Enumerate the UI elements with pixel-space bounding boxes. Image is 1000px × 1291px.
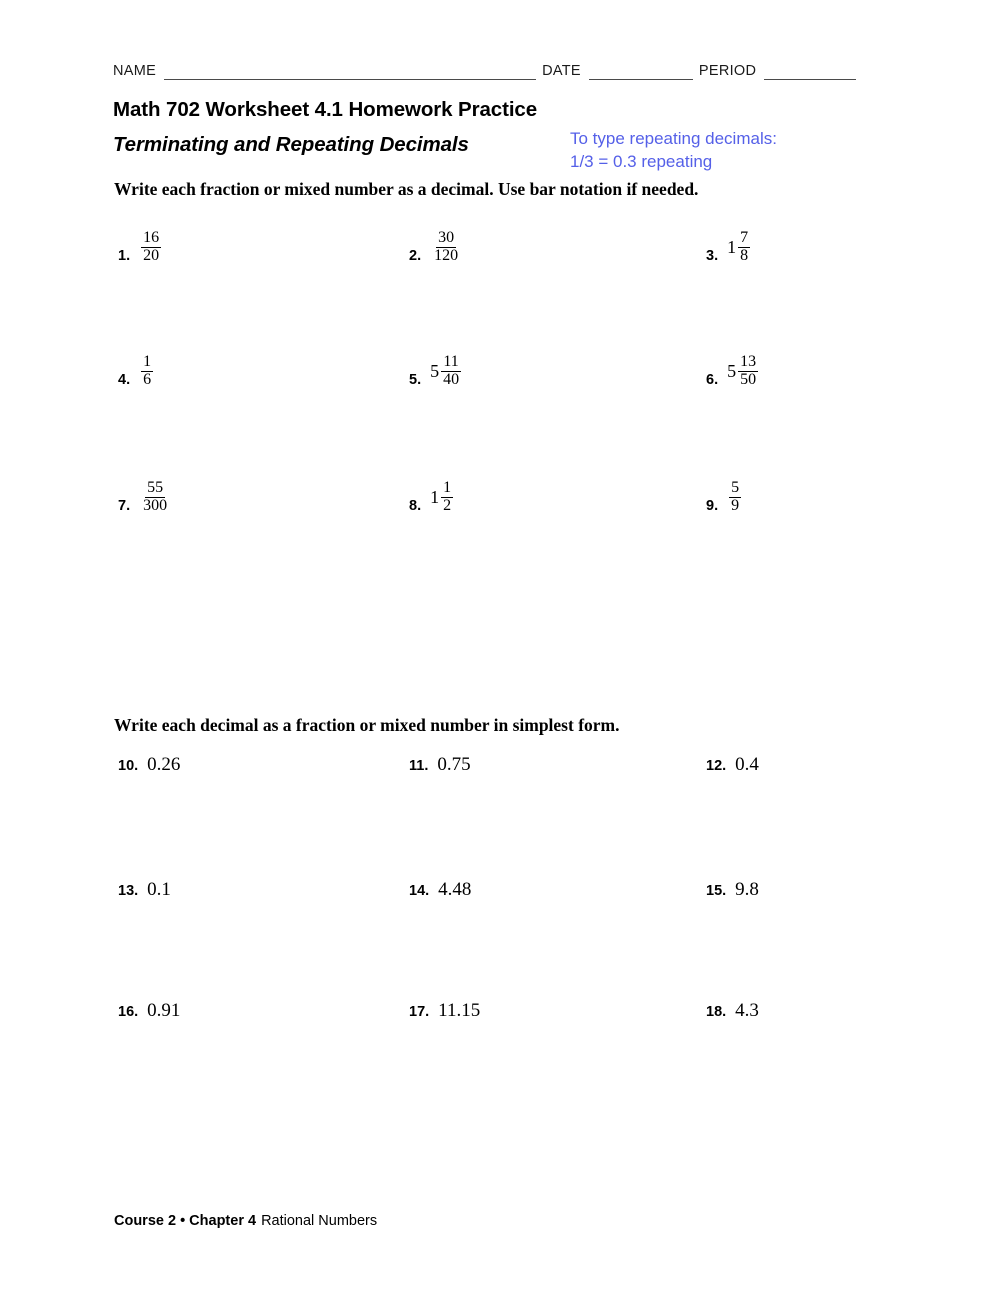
period-blank-field[interactable] bbox=[764, 64, 856, 80]
problem-number: 2. bbox=[409, 247, 422, 264]
student-info-row bbox=[113, 56, 883, 80]
whole-part: 1 bbox=[727, 237, 737, 258]
directions-decimals: Write each decimal as a fraction or mixed number in simplest form. bbox=[114, 715, 620, 735]
problem-4[interactable] bbox=[118, 354, 154, 388]
problem-number: 12. bbox=[706, 758, 727, 774]
problem-expression bbox=[430, 354, 462, 388]
problem-17[interactable] bbox=[409, 1001, 480, 1020]
denominator: 6 bbox=[143, 370, 152, 388]
problem-number: 3. bbox=[706, 247, 719, 264]
problem-2[interactable] bbox=[409, 230, 461, 264]
denominator: 20 bbox=[143, 246, 160, 264]
numerator: 55 bbox=[147, 479, 164, 496]
note-line-1: To type repeating decimals: bbox=[570, 129, 777, 148]
problem-10[interactable] bbox=[118, 755, 180, 774]
problem-value: 4.48 bbox=[438, 879, 472, 900]
problem-number: 14. bbox=[409, 883, 430, 899]
problem-value: 0.4 bbox=[735, 754, 759, 775]
footer-topic: Rational Numbers bbox=[261, 1213, 378, 1229]
problem-expression bbox=[430, 480, 454, 514]
problem-5[interactable] bbox=[409, 354, 462, 388]
problem-3[interactable] bbox=[706, 230, 751, 264]
numerator: 7 bbox=[740, 229, 749, 246]
numerator: 5 bbox=[731, 479, 740, 496]
numerator: 11 bbox=[443, 353, 459, 370]
problem-7[interactable] bbox=[118, 480, 170, 514]
problem-number: 6. bbox=[706, 371, 719, 388]
problem-expression bbox=[727, 230, 751, 264]
problem-8[interactable] bbox=[409, 480, 454, 514]
problem-14[interactable] bbox=[409, 880, 471, 899]
problem-number: 11. bbox=[409, 758, 429, 774]
problem-number: 4. bbox=[118, 371, 131, 388]
note-line-2: 1/3 = 0.3 repeating bbox=[570, 152, 713, 171]
date-blank-field[interactable] bbox=[589, 64, 693, 80]
problem-number: 1. bbox=[118, 247, 131, 264]
problem-number: 15. bbox=[706, 883, 727, 899]
problem-expression bbox=[727, 480, 742, 514]
numerator: 13 bbox=[740, 353, 757, 370]
denominator: 50 bbox=[740, 370, 757, 388]
fraction bbox=[432, 230, 460, 264]
problem-number: 13. bbox=[118, 883, 139, 899]
repeating-decimal-note bbox=[570, 127, 777, 173]
problem-number: 7. bbox=[118, 497, 131, 514]
problem-expression bbox=[139, 354, 154, 388]
problem-expression bbox=[430, 230, 461, 264]
problem-value: 4.3 bbox=[735, 1000, 759, 1021]
fraction bbox=[141, 230, 161, 264]
numerator: 1 bbox=[443, 479, 452, 496]
problem-expression bbox=[727, 354, 759, 388]
denominator: 9 bbox=[731, 496, 740, 514]
page-title: Math 702 Worksheet 4.1 Homework Practice bbox=[113, 98, 538, 121]
problem-value: 0.26 bbox=[147, 754, 181, 775]
fraction bbox=[141, 480, 169, 514]
fraction bbox=[738, 354, 758, 388]
problem-value: 11.15 bbox=[438, 1000, 481, 1021]
problem-value: 9.8 bbox=[735, 879, 759, 900]
problem-number: 10. bbox=[118, 758, 139, 774]
whole-part: 1 bbox=[430, 487, 440, 508]
date-label: DATE bbox=[542, 62, 581, 79]
problem-number: 5. bbox=[409, 371, 422, 388]
numerator: 1 bbox=[143, 353, 152, 370]
problem-number: 16. bbox=[118, 1004, 139, 1020]
denominator: 8 bbox=[740, 246, 749, 264]
problem-expression bbox=[139, 230, 162, 264]
denominator: 40 bbox=[443, 370, 460, 388]
numerator: 16 bbox=[143, 229, 160, 246]
directions-fractions: Write each fraction or mixed number as a decimal. Use bar notation if needed. bbox=[114, 179, 699, 199]
problem-value: 0.1 bbox=[147, 879, 171, 900]
problem-13[interactable] bbox=[118, 880, 171, 899]
fraction bbox=[441, 354, 461, 388]
problem-value: 0.75 bbox=[437, 754, 471, 775]
problem-number: 9. bbox=[706, 497, 719, 514]
page-footer bbox=[114, 1213, 377, 1229]
footer-course: Course 2 • Chapter 4 bbox=[114, 1213, 257, 1229]
denominator: 300 bbox=[143, 496, 168, 514]
page-subtitle: Terminating and Repeating Decimals bbox=[113, 133, 469, 156]
problem-expression bbox=[139, 480, 170, 514]
problem-number: 18. bbox=[706, 1004, 727, 1020]
period-label: PERIOD bbox=[698, 62, 757, 79]
whole-part: 5 bbox=[727, 361, 737, 382]
problem-6[interactable] bbox=[706, 354, 759, 388]
numerator: 30 bbox=[438, 229, 455, 246]
problem-18[interactable] bbox=[706, 1001, 759, 1020]
denominator: 120 bbox=[434, 246, 459, 264]
problem-9[interactable] bbox=[706, 480, 742, 514]
denominator: 2 bbox=[443, 496, 452, 514]
fraction bbox=[729, 480, 741, 514]
problem-16[interactable] bbox=[118, 1001, 180, 1020]
problem-value: 0.91 bbox=[147, 1000, 181, 1021]
fraction bbox=[738, 230, 750, 264]
problem-15[interactable] bbox=[706, 880, 759, 899]
name-blank-field[interactable] bbox=[164, 64, 536, 80]
name-label: NAME bbox=[113, 62, 157, 79]
problem-12[interactable] bbox=[706, 755, 759, 774]
problem-11[interactable] bbox=[409, 755, 471, 774]
problem-number: 17. bbox=[409, 1004, 430, 1020]
problem-1[interactable] bbox=[118, 230, 162, 264]
problem-number: 8. bbox=[409, 497, 422, 514]
fraction bbox=[441, 480, 453, 514]
fraction bbox=[141, 354, 153, 388]
whole-part: 5 bbox=[430, 361, 440, 382]
